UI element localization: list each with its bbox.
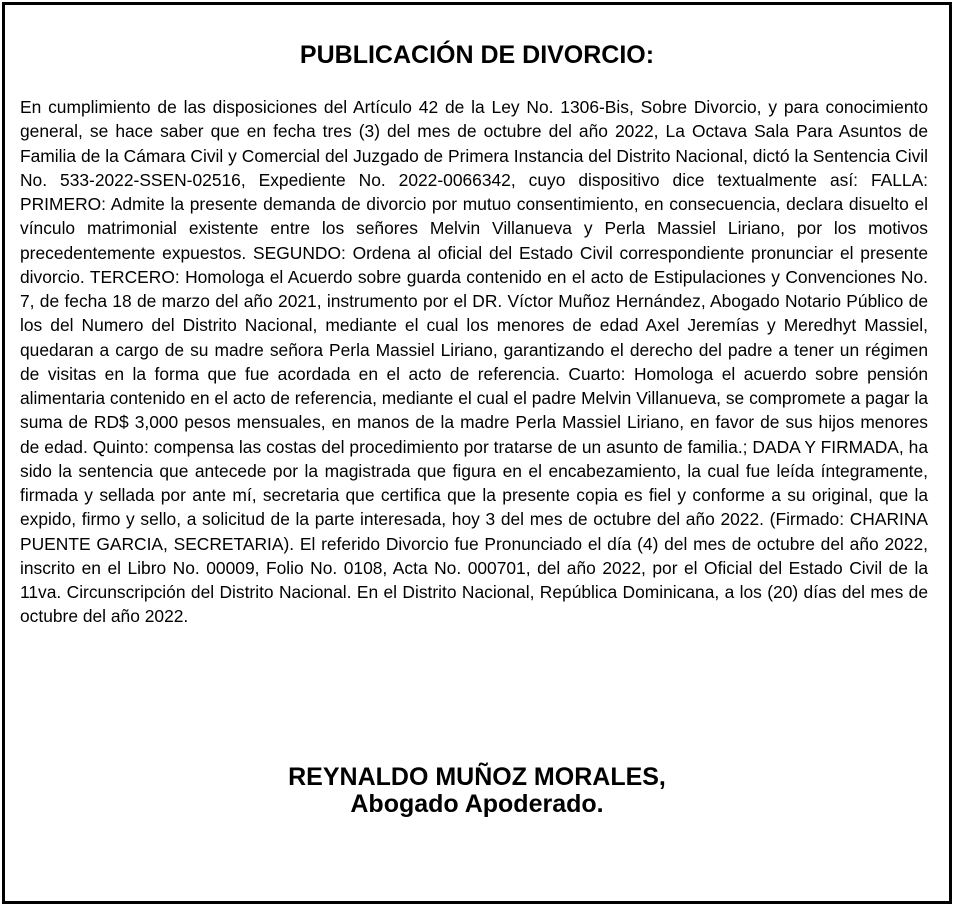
signature-name: REYNALDO MUÑOZ MORALES, <box>288 763 666 791</box>
notice-title: PUBLICACIÓN DE DIVORCIO: <box>299 41 655 69</box>
signature-role: Abogado Apoderado. <box>350 790 604 818</box>
signature-block <box>0 764 954 818</box>
notice-body: En cumplimiento de las disposiciones del Artículo 42 de la Ley No. 1306-Bis, Sobre Divorcio, y para conocimiento general, se hace saber que en fecha tres (3) del mes de octubre del año 2022, La Octava Sala Para Asuntos de Familia de la Cámara Civil y Comercial del Juzgado de Primera Instancia del Distrito Nacional, dictó la Sentencia Civil No. 533-2022-SSEN-02516, Expediente No. 2022-0066342, cuyo dispositivo dice textualmente así: FALLA: PRIMERO: Admite la presente demanda de divorcio por mutuo consentimiento, en consecuencia, declara disuelto el vínculo matrimonial existente entre los señores Melvin Villanueva y Perla Massiel Liriano, por los motivos precedentemente expuestos. SEGUNDO: Ordena al oficial del Estado Civil correspondiente pronunciar el presente divorcio. TERCERO: Homologa el Acuerdo sobre guarda contenido en el acto de Estipulaciones y Convenciones No. 7, de fecha 18 de marzo del año 2021, instrumento por el DR. Víctor Muñoz Hernández, Abogado Notario Público de los del Numero del Distrito Nacional, mediante el cual los menores de edad Axel Jeremías y Meredhyt Massiel, quedaran a cargo de su madre señora Perla Massiel Liriano, garantizando el derecho del padre a tener un régimen de visitas en la forma que fue acordada en el acto de referencia. Cuarto: Homologa el acuerdo sobre pensión alimentaria contenido en el acto de referencia, mediante el cual el padre Melvin Villanueva, se compromete a pagar la suma de RD$ 3,000 pesos mensuales, en manos de la madre Perla Massiel Liriano, en favor de sus hijos menores de edad. Quinto: compensa las costas del procedimiento por tratarse de un asunto de familia.; DADA Y FIRMADA, ha sido la sentencia que antecede por la magistrada que figura en el encabezamiento, la cual fue leída íntegramente, firmada y sellada por ante mí, secretaria que certifica que la presente copia es fiel y conforme a su original, que la expido, firmo y sello, a solicitud de la parte interesada, hoy 3 del mes de octubre del año 2022. (Firmado: CHARINA PUENTE GARCIA, SECRETARIA). El referido Divorcio fue Pronunciado el día (4) del mes de octubre del año 2022, inscrito en el Libro No. 00009, Folio No. 0108, Acta No. 000701, del año 2022, por el Oficial del Estado Civil de la 11va. Circunscripción del Distrito Nacional. En el Distrito Nacional, República Dominicana, a los (20) días del mes de octubre del año 2022. <box>20 97 928 627</box>
